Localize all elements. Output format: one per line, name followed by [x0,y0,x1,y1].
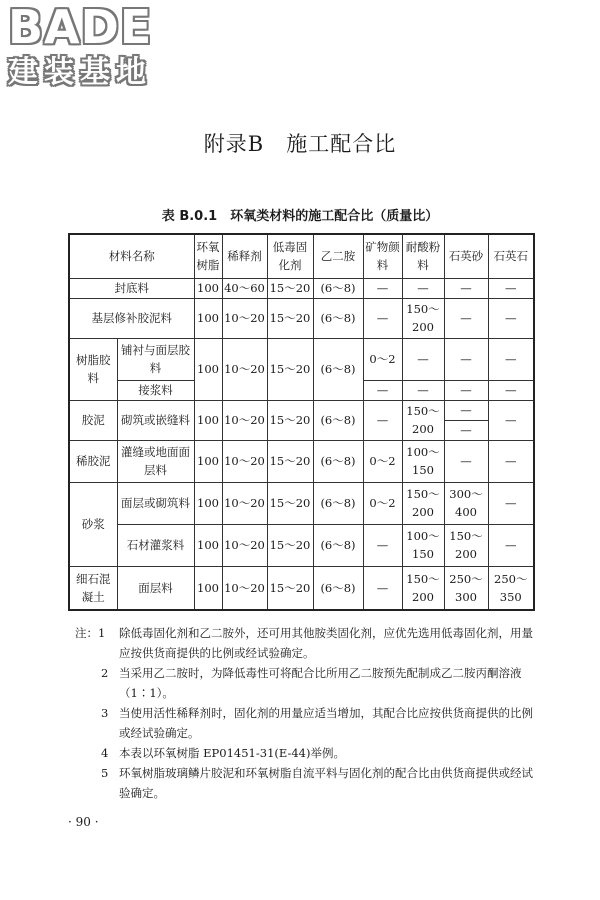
cell: — [488,380,534,400]
cell: 250～300 [444,566,488,610]
cell: — [488,338,534,380]
cell: 10～20 [222,524,267,566]
cell: 15～20 [267,440,313,482]
cell: 100 [194,298,222,338]
note-item [75,703,543,743]
note-text: 环氧树脂玻璃鳞片胶泥和环氧树脂自流平料与固化剂的配合比由供货商提供或经试验确定。 [119,766,533,800]
col-header-powder: 耐酸粉料 [402,234,444,278]
cell: 100 [194,524,222,566]
table-row [69,566,534,610]
group-name: 细石混凝土 [69,566,117,610]
cell: 150～200 [402,298,444,338]
logo-mark: BADE [8,0,153,54]
group-name: 稀胶泥 [69,440,117,482]
cell: — [488,400,534,440]
note-number: 3 [101,706,109,720]
cell: 150～200 [402,400,444,440]
row-name: 接浆料 [117,380,194,400]
table-row [69,298,534,338]
cell: 10～20 [222,440,267,482]
cell: 15～20 [267,400,313,440]
cell: 15～20 [267,566,313,610]
cell: 100 [194,400,222,440]
page-number: · 90 · [68,815,99,829]
col-header-mineral: 矿物颜料 [363,234,402,278]
group-name: 砂浆 [69,482,117,566]
cell: — [402,380,444,400]
table-row [69,400,534,420]
cell: 150～200 [444,524,488,566]
row-name: 封底料 [69,278,194,298]
cell: — [402,338,444,380]
row-name: 铺衬与面层胶料 [117,338,194,380]
cell: 100～150 [402,524,444,566]
row-name: 石材灌浆料 [117,524,194,566]
cell: 15～20 [267,338,313,400]
cell: 10～20 [222,566,267,610]
logo-subtitle: 建装基地 [8,55,152,90]
cell: — [488,524,534,566]
cell: 100 [194,278,222,298]
table-row [69,278,534,298]
mix-ratio-table [68,233,535,611]
group-name: 胶泥 [69,400,117,440]
cell: — [444,380,488,400]
cell: 15～20 [267,298,313,338]
cell: 0～2 [363,338,402,380]
cell: 0～2 [363,440,402,482]
cell: 10～20 [222,482,267,524]
cell: — [363,298,402,338]
note-item [75,623,543,663]
note-number: 2 [101,666,109,680]
cell: 100 [194,338,222,400]
cell: 15～20 [267,278,313,298]
row-name: 面层或砌筑料 [117,482,194,524]
cell: 100 [194,440,222,482]
cell: — [488,440,534,482]
cell: 10～20 [222,338,267,400]
cell: — [363,400,402,440]
row-name: 灌缝或地面面层料 [117,440,194,482]
col-header-sand: 石英砂 [444,234,488,278]
cell: 15～20 [267,524,313,566]
row-name: 砌筑或嵌缝料 [117,400,194,440]
cell: — [363,524,402,566]
table-row [69,440,534,482]
col-header-diluent: 稀释剂 [222,234,267,278]
cell: 300～400 [444,482,488,524]
cell: (6～8) [313,298,363,338]
note-text: 除低毒固化剂和乙二胺外，还可用其他胺类固化剂，应优先选用低毒固化剂，用量应按供货商提供的比例或经试验确定。 [119,626,533,660]
cell: — [363,380,402,400]
note-number: 4 [101,746,109,760]
page-title: 附录B 施工配合比 [203,132,397,156]
cell: 10～20 [222,400,267,440]
cell: 150～200 [402,566,444,610]
col-header-resin: 环氧树脂 [194,234,222,278]
cell: 15～20 [267,482,313,524]
cell: 40～60 [222,278,267,298]
cell: 0～2 [363,482,402,524]
cell: (6～8) [313,566,363,610]
cell: — [488,298,534,338]
logo [8,0,153,90]
notes [75,623,543,803]
cell: — [444,338,488,380]
col-header-eda: 乙二胺 [313,234,363,278]
table-row [69,524,534,566]
cell: 100～150 [402,440,444,482]
note-item [75,743,543,763]
cell: 150～200 [402,482,444,524]
group-name: 树脂胶料 [69,338,117,400]
note-number: 5 [101,766,109,780]
cell: — [488,482,534,524]
cell: (6～8) [313,400,363,440]
cell: (6～8) [313,524,363,566]
cell: 100 [194,482,222,524]
cell: — [402,278,444,298]
table-caption: 表 B.0.1 环氧类材料的施工配合比（质量比） [161,209,439,224]
cell: — [363,566,402,610]
note-text: 本表以环氧树脂 EP01451-31(E-44)举例。 [119,746,345,760]
row-name: 面层料 [117,566,194,610]
row-name: 基层修补胶泥料 [69,298,194,338]
cell: (6～8) [313,338,363,400]
table-row [69,482,534,524]
cell: 250～350 [488,566,534,610]
cell: — [444,278,488,298]
note-text: 当使用活性稀释剂时，固化剂的用量应适当增加，其配合比应按供货商提供的比例或经试验确定。 [119,706,533,740]
col-header-curing: 低毒固化剂 [267,234,313,278]
cell: 10～20 [222,298,267,338]
cell: (6～8) [313,482,363,524]
note-number: 1 [98,626,106,640]
note-text: 当采用乙二胺时，为降低毒性可将配合比所用乙二胺预先配制成乙二胺丙酮溶液（1∶1）。 [119,666,522,700]
cell: — [363,278,402,298]
note-item [75,663,543,703]
note-item [75,763,543,803]
cell: — [444,400,488,420]
header-row [69,234,534,278]
cell: (6～8) [313,440,363,482]
cell: — [444,298,488,338]
col-header-stone: 石英石 [488,234,534,278]
cell: 100 [194,566,222,610]
cell: (6～8) [313,278,363,298]
cell: — [488,278,534,298]
notes-label: 注： [75,626,98,640]
cell: — [444,420,488,440]
col-header-name: 材料名称 [69,234,194,278]
table-row [69,338,534,380]
cell: — [444,440,488,482]
